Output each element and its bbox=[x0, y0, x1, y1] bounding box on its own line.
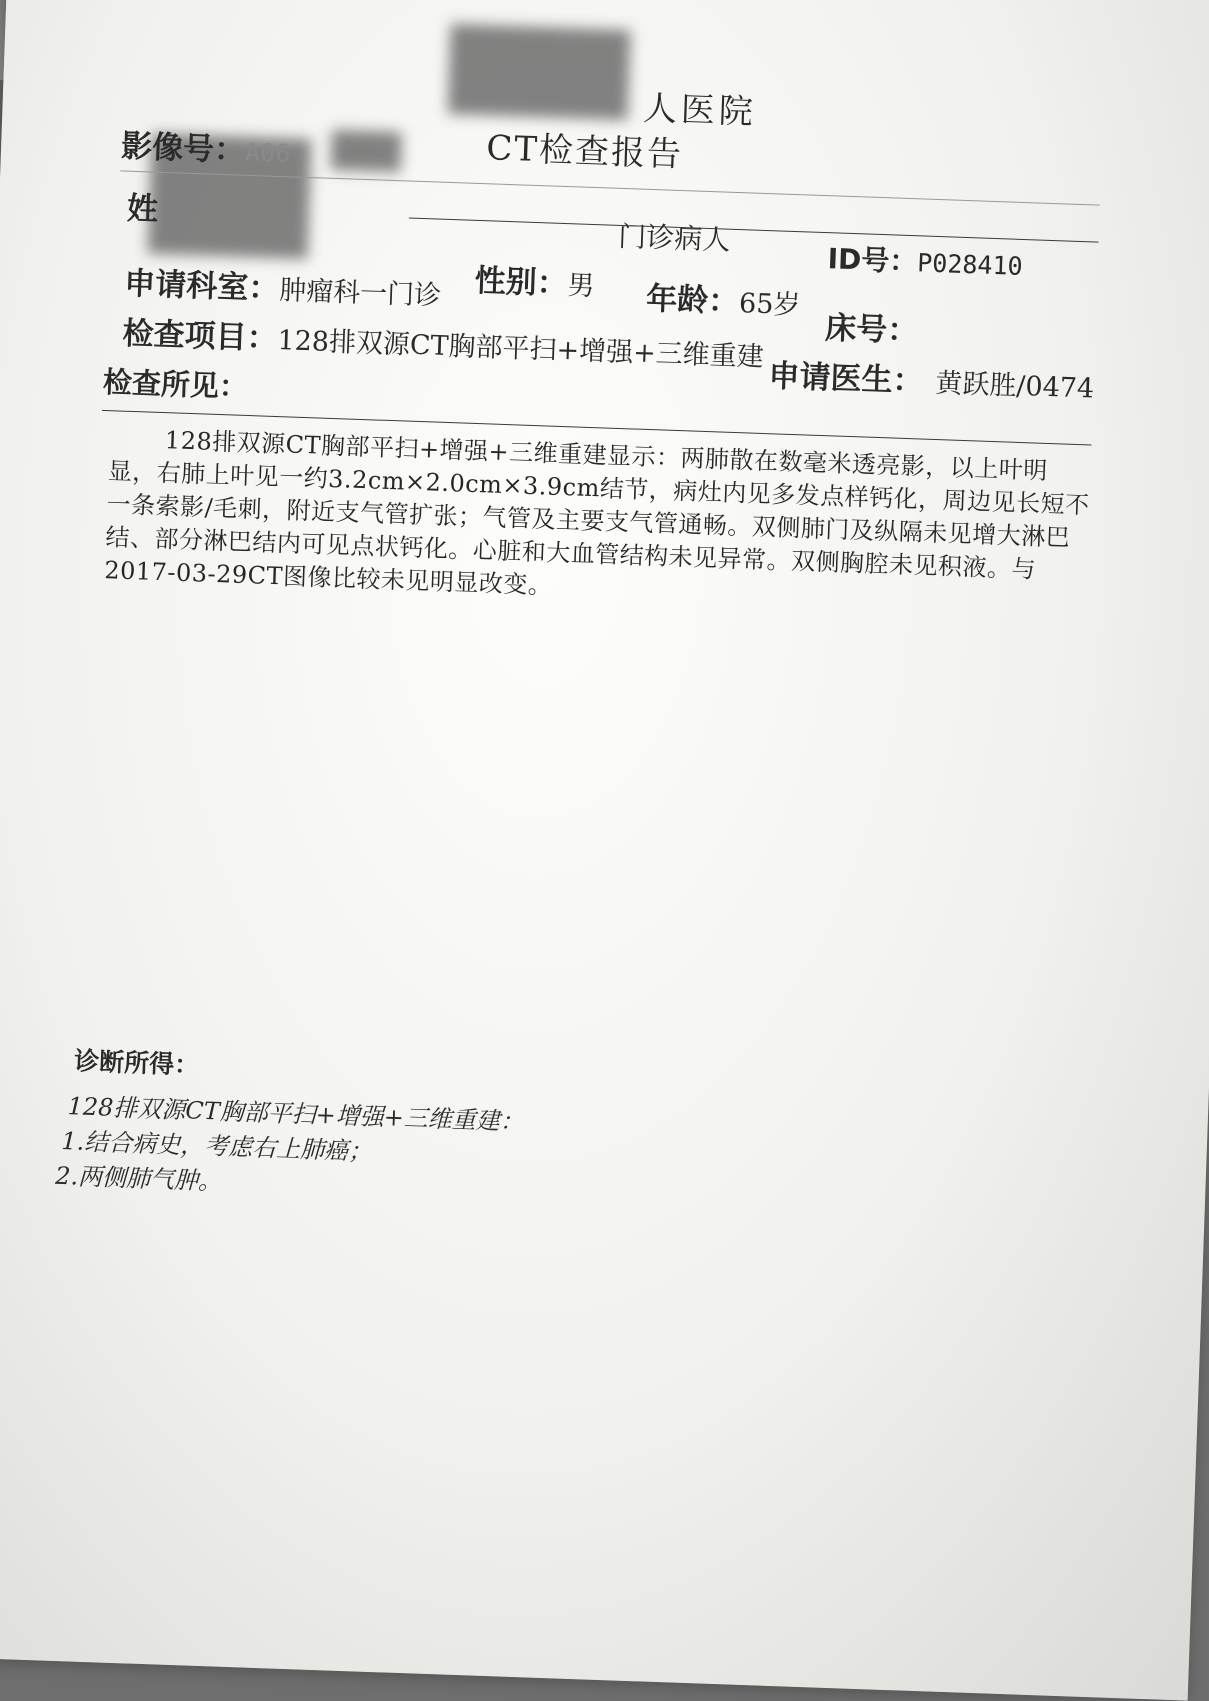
gender-value: 男 bbox=[567, 270, 596, 303]
report-title: CT检查报告 bbox=[485, 128, 684, 176]
patient-id bbox=[827, 237, 1023, 284]
age bbox=[646, 273, 802, 323]
requesting-doctor bbox=[768, 350, 1095, 406]
header-rule-2 bbox=[409, 218, 1099, 243]
gender bbox=[474, 255, 595, 304]
bed-label: 床号： bbox=[824, 310, 919, 350]
age-value: 65岁 bbox=[738, 288, 801, 322]
hospital-name: 人医院 bbox=[642, 88, 758, 133]
dept-label: 申请科室： bbox=[123, 265, 280, 308]
department bbox=[124, 258, 442, 314]
id-label: ID号： bbox=[827, 242, 918, 279]
redaction-image-no bbox=[330, 130, 401, 172]
diagnosis-heading: 诊断所得： bbox=[73, 1046, 200, 1080]
diagnosis-line-3: 2.两侧肺气肿。 bbox=[54, 1161, 223, 1196]
exam-label: 检查项目： bbox=[122, 315, 279, 357]
doctor-value: 黄跃胜/0474 bbox=[934, 367, 1095, 405]
image-number bbox=[121, 120, 292, 171]
dept-value: 肿瘤科一门诊 bbox=[278, 275, 442, 312]
findings-heading: 检查所见： bbox=[102, 364, 249, 404]
name-label: 姓 bbox=[126, 190, 159, 228]
image-no-label: 影像号： bbox=[120, 128, 246, 169]
exam-value: 128排双源CT胸部平扫+增强+三维重建 bbox=[276, 325, 765, 373]
doctor-label: 申请医生： bbox=[767, 358, 925, 400]
diagnosis-line-1: 128排双源CT胸部平扫+增强+三维重建： bbox=[67, 1092, 525, 1137]
gender-label: 性别： bbox=[474, 262, 569, 303]
id-value: P028410 bbox=[916, 248, 1024, 281]
image-no-value: A06 bbox=[244, 137, 291, 169]
age-label: 年龄： bbox=[645, 280, 740, 321]
redaction-hospital bbox=[448, 24, 631, 120]
findings-text: 128排双源CT胸部平扫+增强+三维重建显示：两肺散在数毫米透亮影，以上叶明显，右肺上叶见一约3.2cm×2.0cm×3.9cm结节，病灶内见多发点样钙化，周边见长短不一条索影/毛刺，附近支气管扩张；气管及主要支气管通畅。双侧肺门及纵隔未见增大淋巴结、部分淋巴结内可见点状钙化。心脏和大血管结构未见异常。双侧胸腔未见积液。与2017-03-29CT图像比较未见明显改变。 bbox=[103, 426, 1091, 600]
diagnosis-line-2: 1.结合病史，考虑右上肺癌； bbox=[60, 1126, 373, 1166]
patient-type: 门诊病人 bbox=[617, 219, 731, 257]
